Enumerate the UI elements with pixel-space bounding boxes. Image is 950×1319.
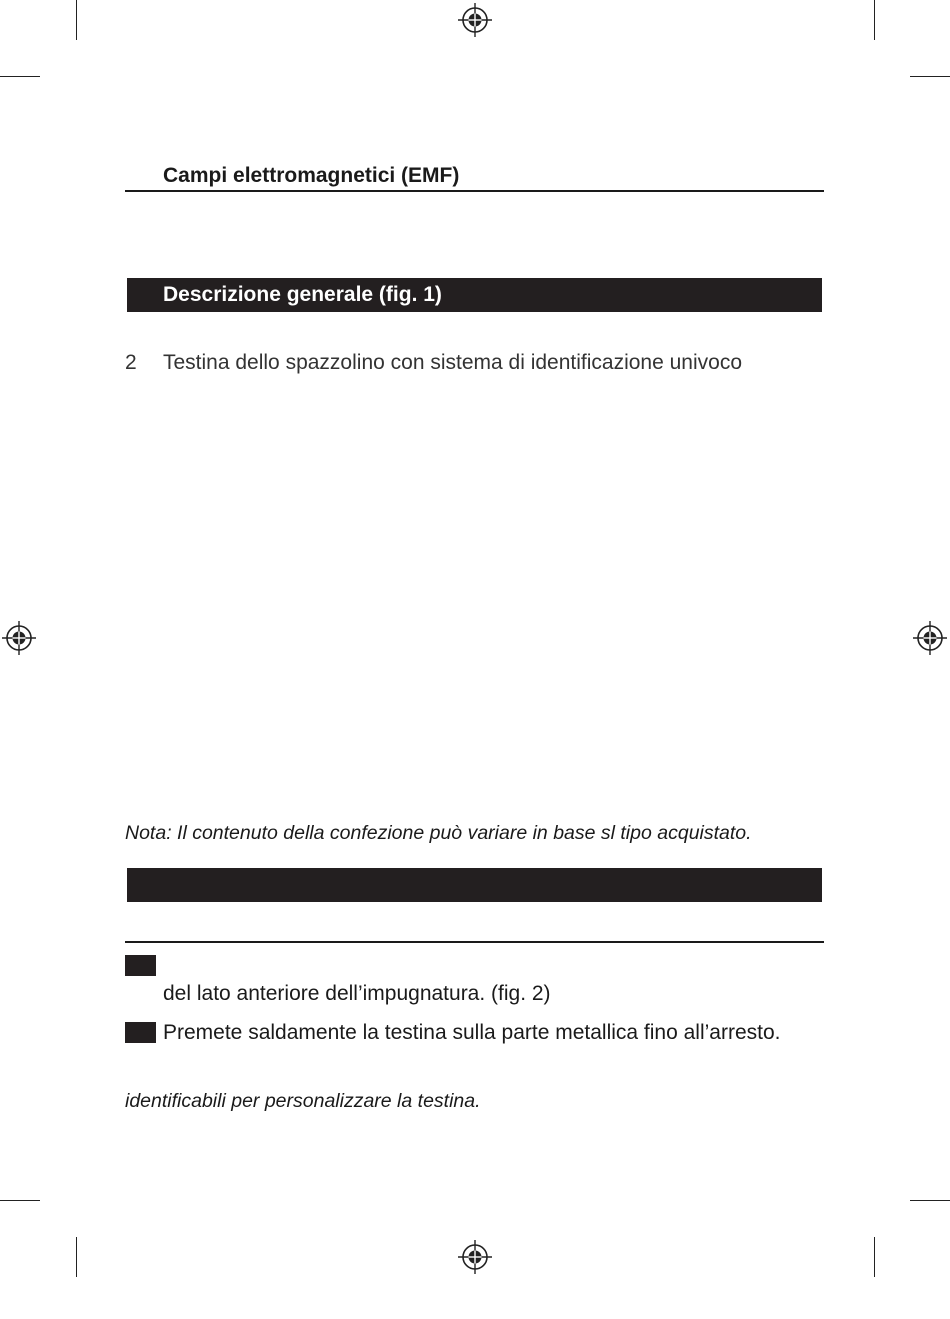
usage-heading-band bbox=[127, 868, 822, 902]
crop-mark-top-right bbox=[874, 0, 875, 40]
description-heading: Descrizione generale (fig. 1) bbox=[163, 283, 442, 306]
emf-heading: Campi elettromagnetici (EMF) bbox=[163, 164, 460, 187]
emf-heading-rule bbox=[125, 190, 824, 192]
crop-mark-bottom-left bbox=[76, 1237, 77, 1277]
usage-subheading-rule bbox=[125, 941, 824, 943]
registration-mark-icon bbox=[2, 621, 36, 655]
description-item-number: 2 bbox=[125, 351, 137, 374]
step-marker-2 bbox=[125, 1022, 156, 1043]
description-item-text: Testina dello spazzolino con sistema di identificazione univoco bbox=[163, 351, 742, 374]
crop-mark-right-top bbox=[910, 76, 950, 77]
crop-mark-right-bottom bbox=[910, 1200, 950, 1201]
step-2-text: Premete saldamente la testina sulla parte metallica fino all’arresto. bbox=[163, 1021, 781, 1044]
registration-mark-icon bbox=[458, 3, 492, 37]
description-heading-band bbox=[127, 278, 822, 312]
package-contents-note: Nota: Il contenuto della confezione può variare in base sl tipo acquistato. bbox=[125, 822, 752, 844]
step-1-text: del lato anteriore dell’impugnatura. (fig. 2) bbox=[163, 982, 551, 1005]
registration-mark-icon bbox=[458, 1240, 492, 1274]
registration-mark-icon bbox=[913, 621, 947, 655]
crop-mark-bottom-right bbox=[874, 1237, 875, 1277]
crop-mark-left-bottom bbox=[0, 1200, 40, 1201]
personalize-tip: identificabili per personalizzare la testina. bbox=[125, 1090, 481, 1112]
step-marker-1 bbox=[125, 955, 156, 976]
crop-mark-left-top bbox=[0, 76, 40, 77]
crop-mark-top-left bbox=[76, 0, 77, 40]
